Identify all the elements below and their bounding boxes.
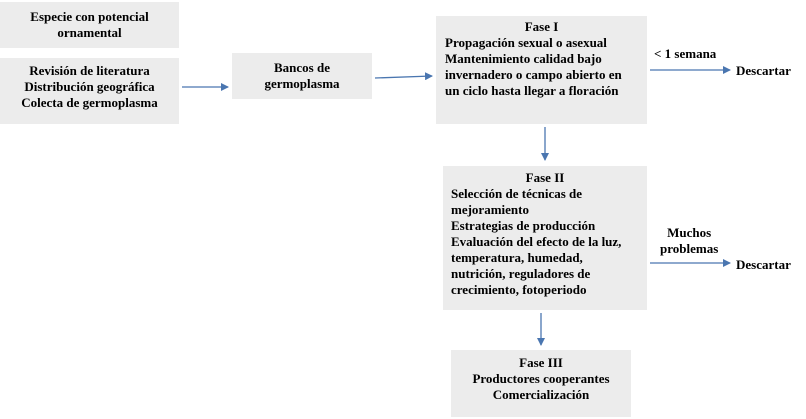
revision-line-3: Colecta de germoplasma <box>21 95 158 110</box>
fase-2-line-6: nutrición, reguladores de <box>451 266 591 281</box>
especie-line-2: ornamental <box>57 25 122 40</box>
fase-1-line-4: un ciclo hasta llegar a floración <box>445 83 619 98</box>
fase-1-line-2-word-1: Mantenimiento <box>445 51 531 66</box>
arrow-bancos-to-fase-1 <box>375 76 432 78</box>
fase-1-line-2-word-3: bajo <box>577 51 602 66</box>
label-descartar-1: Descartar <box>736 63 791 78</box>
fase-3-line-1: Productores cooperantes <box>472 371 610 386</box>
revision-line-1: Revisión de literatura <box>29 63 150 78</box>
muchos-line-1: Muchos <box>667 225 712 240</box>
fase-2-line-7: crecimiento, fotoperiodo <box>451 282 587 297</box>
especie-line-1: Especie con potencial <box>30 9 149 24</box>
fase-1-line-3-word-4: abierto <box>565 67 606 82</box>
fase-2-line-1: Selección de técnicas de <box>451 186 583 201</box>
muchos-line-2: problemas <box>660 241 719 256</box>
revision-line-2: Distribución geográfica <box>24 79 155 94</box>
fase-2-title: Fase II <box>525 170 565 185</box>
fase-1-line-3-word-5: en <box>608 67 622 82</box>
fase-1-line-1: Propagación sexual o asexual <box>445 35 607 50</box>
fase-1-title: Fase I <box>524 19 559 34</box>
bancos-line-1: Bancos de <box>274 60 330 75</box>
bancos-line-2: germoplasma <box>264 76 340 91</box>
label-descartar-2: Descartar <box>736 257 791 272</box>
fase-1-line-3-word-3: campo <box>525 67 563 82</box>
fase-1-line-3-word-1: invernadero <box>445 67 513 82</box>
fase-1-line-3-word-2: o <box>515 67 523 82</box>
fase-3-title: Fase III <box>519 355 563 370</box>
fase-1-line-2-word-2: calidad <box>533 51 574 66</box>
fase-3-line-2: Comercialización <box>492 387 590 402</box>
fase-2-line-3: Estrategias de producción <box>451 218 596 233</box>
fase-2-line-5: temperatura, humedad, <box>451 250 583 265</box>
fase-2-line-2: mejoramiento <box>451 202 529 217</box>
label-semana: < 1 semana <box>654 46 717 61</box>
fase-2-line-4: Evaluación del efecto de la luz, <box>451 234 622 249</box>
